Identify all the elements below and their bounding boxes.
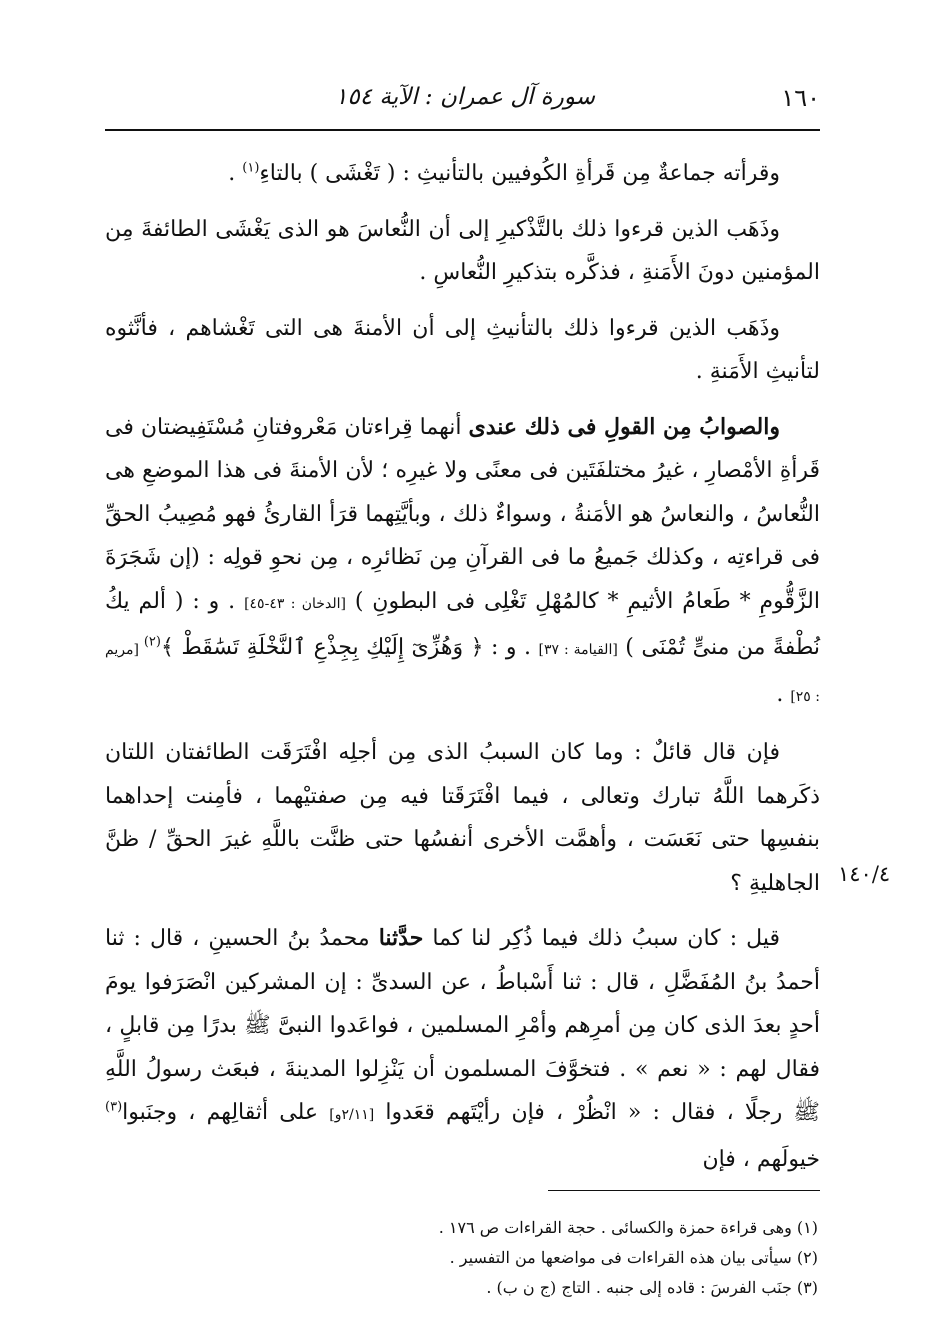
hadith-marker: حدَّثنا [378,925,424,951]
bold-lead-phrase: والصوابُ مِن القولِ فى ذلك عندى [468,413,780,440]
page-header [105,78,820,118]
margin-volume-page-ref: ١٤٠/٤ [838,862,891,886]
footnote-marker-3: (٣) [105,1099,123,1115]
citation-qiyama: [القيامة : ٣٧] [538,642,618,658]
paragraph-4: والصوابُ مِن القولِ فى ذلك عندى أنهما قِراءتان مَعْروفتانِ مُسْتَفِيضتان فى قَرأةِ الأمْصارِ ، غيرُ مختلفَتَين فى معنًى ولا غيرِه ؛ لأن الأمنةَ فى هذا الموضعِ هى النُّعاسُ ، والنعاسُ هو الأمَنةُ ، وسواءٌ ذلك ، وبأيَّتِهما قرَأ القارئُ فهو مُصِيبُ الحقِّ فى قراءتِه ، وكذلك جَميعُ ما فى القرآنِ مِن نَظائرِه ، مِن نحوِ قولِه : (إن شَجَرَةَ الزَّقُّومِ * طَعامُ الأثيمِ * كالمُهْلِ تَغْلِى فى البطونِ ) [الدخان : ٤٣-٤٥] . و : ( ألم يكُ نُطْفةً من منىٍّ تُمْنَى ) [القيامة : ٣٧] . و : ﴿ وَهُزِّىٓ إِلَيْكِ بِجِذْعِ ٱلنَّخْلَةِ تَسَٰقَطْ ﴾$^{(٢)}$ [مريم : ٢٥] . [105,413,820,707]
main-text [105,152,820,1193]
footnotes [105,1213,820,1303]
citation-dukhan: [الدخان : ٤٣-٤٥] [244,595,346,612]
paragraph-3: وذَهَب الذين قرءوا ذلك بالتأنيثِ إلى أن الأمنةَ هى التى تَغْشاهم ، فأنَّثوه لتأنيثِ الأَمَنةِ . [105,315,820,384]
running-title: سورة آل عمران : الآية ١٥٤ [334,84,595,110]
paragraph-6: قيل : كان سببُ ذلك فيما ذُكِر لنا كما حدَّثنا محمدُ بنُ الحسينِ ، قال : ثنا أحمدُ بنُ المُفَضَّلِ ، قال : ثنا أَسْباطُ ، عن السدىِّ : إن المشركين انْصَرَفوا يومَ أحدٍ بعدَ الذى كان مِن أمرِهم وأمْرِ المسلمين ، فواعَدوا النبىَّ ﷺ بدرًا مِن قابلٍ ، فقال لهم : « نعم » . فتخوَّفَ المسلمون أن يَنْزِلوا المدينةَ ، فبعَث رسولُ اللَّهِ ﷺ رجلًا ، فقال : « انْظُرْ ، فإن رأيْتَهم قعَدوا [٢/١١و] على أثقالِهم ، وجنَبوا$^{(٣)}$ خيولَهم ، فإن [105,925,820,1172]
footnote-3: (٣) جنَب الفرسَ : قاده إلى جنبه . التاج (ج ن ب) . [486,1278,818,1297]
paragraph-2: وذَهَب الذين قرءوا ذلك بالتَّذْكيرِ إلى أن النُّعاسَ هو الذى يَغْشَى الطائفةَ مِن المؤمنين دونَ الأَمَنةِ ، فذكَّره بتذكيرِ النُّعاسِ . [105,216,820,285]
footnote-marker-2: (٢) [143,634,161,650]
footnote-rule [548,1190,820,1191]
footnote-2: (٢) سيأتى بيان هذه القراءات فى مواضعها من التفسير . [449,1248,818,1267]
header-rule [105,129,820,131]
footnote-marker-1: (١) [242,160,260,176]
manuscript-folio-ref: [٢/١١و] [329,1107,375,1123]
quran-verse: . و : ﴿ وَهُزِّىٓ إِلَيْكِ بِجِذْعِ ٱلنَّخْلَةِ تَسَٰقَطْ ﴾ [160,635,539,660]
footnote-1: (١) وهى قراءة حمزة والكسائى . حجة القراءات ص ١٧٦ . [438,1218,818,1237]
page-number: ١٦٠ [781,84,820,112]
paragraph-5: فإن قال قائلٌ : وما كان السببُ الذى مِن أجلِه افْتَرَقَت الطائفتان اللتان ذكَرهما اللَّهُ تبارك وتعالى ، فيما افْتَرَقَتا فيه مِن صفتيْهما ، فأمِنت إحداهما بنفسِها حتى نَعَسَت ، وأهمَّت الأخرى أنفسُها حتى ظنَّت باللَّهِ غيرَ الحقِّ / ظنَّ الجاهليةِ ؟ [105,740,820,896]
paragraph-1: وقرأته جماعةٌ مِن قَرأةِ الكُوفيين بالتأنيثِ : ( تَغْشَى ) بالتاءِ$^{(١)}$ . [228,160,780,186]
citation-maryam: [مريم : ٢٥] [105,642,820,705]
